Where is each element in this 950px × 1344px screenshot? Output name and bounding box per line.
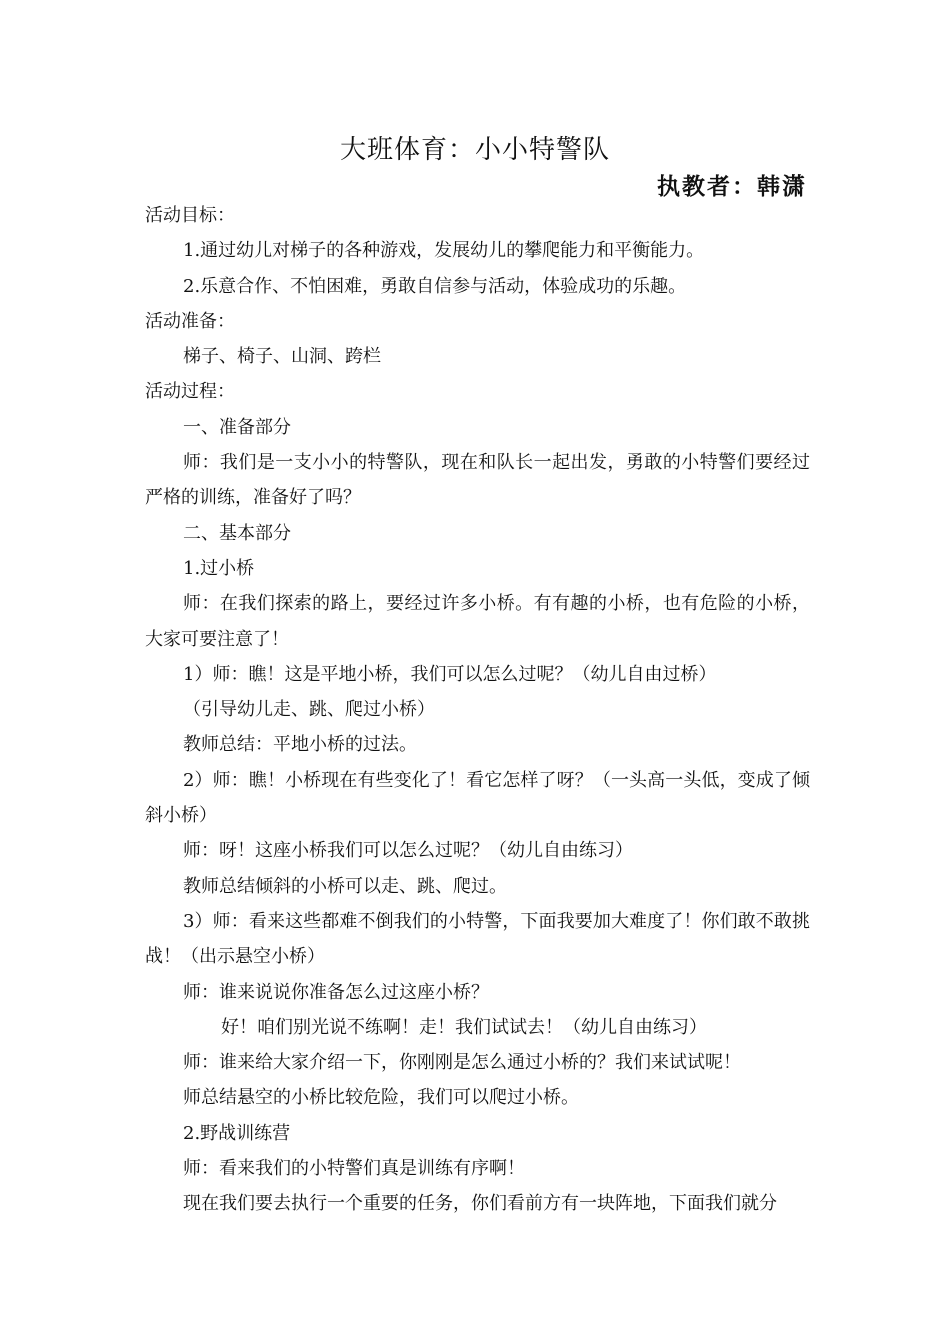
summary-suspended-bridge: 师总结悬空的小桥比较危险，我们可以爬过小桥。	[183, 1087, 579, 1109]
materials-line: 梯子、椅子、山洞、跨栏	[183, 346, 381, 368]
document-title: 大班体育：小小特警队	[339, 135, 610, 165]
practice-line: 好！咱们别光说不练啊！走！我们试试去！（幼儿自由练习）	[221, 1016, 707, 1038]
share-line: 师：谁来给大家介绍一下，你刚刚是怎么通过小桥的？我们来试试呢！	[183, 1052, 741, 1074]
author-line: 执教者：韩潇	[657, 173, 807, 200]
step-suspended-bridge: 3）师：看来这些都难不倒我们的小特警，下面我要加大难度了！你们敢不敢挑战！（出示悬空小桥）	[145, 910, 810, 968]
section-heading-preparation: 活动准备：	[145, 310, 235, 332]
summary-sloped-bridge: 教师总结倾斜的小桥可以走、跳、爬过。	[183, 875, 507, 897]
subheading-field-camp: 2.野战训练营	[183, 1122, 291, 1144]
guide-note: （引导幼儿走、跳、爬过小桥）	[183, 699, 435, 721]
summary-flat-bridge: 教师总结：平地小桥的过法。	[183, 734, 417, 756]
question-sloped-bridge: 师：呀！这座小桥我们可以怎么过呢？（幼儿自由练习）	[183, 840, 633, 862]
subheading-cross-bridge: 1.过小桥	[183, 557, 255, 579]
goal-item-2: 2.乐意合作、不怕困难，勇敢自信参与活动，体验成功的乐趣。	[183, 275, 687, 297]
paragraph-bridge-intro: 师：在我们探索的路上，要经过许多小桥。有有趣的小桥，也有危险的小桥，大家可要注意了！	[145, 593, 810, 650]
document-body	[145, 198, 810, 1222]
part-heading-preparation: 一、准备部分	[183, 416, 291, 438]
paragraph-intro: 师：我们是一支小小的特警队，现在和队长一起出发，勇敢的小特警们要经过严格的训练，准备好了吗？	[145, 452, 810, 509]
task-line: 现在我们要去执行一个重要的任务，你们看前方有一块阵地，下面我们就分	[183, 1193, 777, 1215]
goal-item-1: 1.通过幼儿对梯子的各种游戏，发展幼儿的攀爬能力和平衡能力。	[183, 240, 705, 262]
step-sloped-bridge: 2）师：瞧！小桥现在有些变化了！看它怎样了呀？（一头高一头低，变成了倾斜小桥）	[145, 769, 810, 827]
question-suspended-bridge: 师：谁来说说你准备怎么过这座小桥？	[183, 981, 489, 1003]
part-heading-basic: 二、基本部分	[183, 522, 291, 544]
step-flat-bridge: 1）师：瞧！这是平地小桥，我们可以怎么过呢？（幼儿自由过桥）	[183, 663, 717, 685]
praise-line: 师：看来我们的小特警们真是训练有序啊！	[183, 1158, 525, 1180]
section-heading-goals: 活动目标：	[145, 205, 235, 226]
section-heading-process: 活动过程：	[145, 381, 235, 403]
